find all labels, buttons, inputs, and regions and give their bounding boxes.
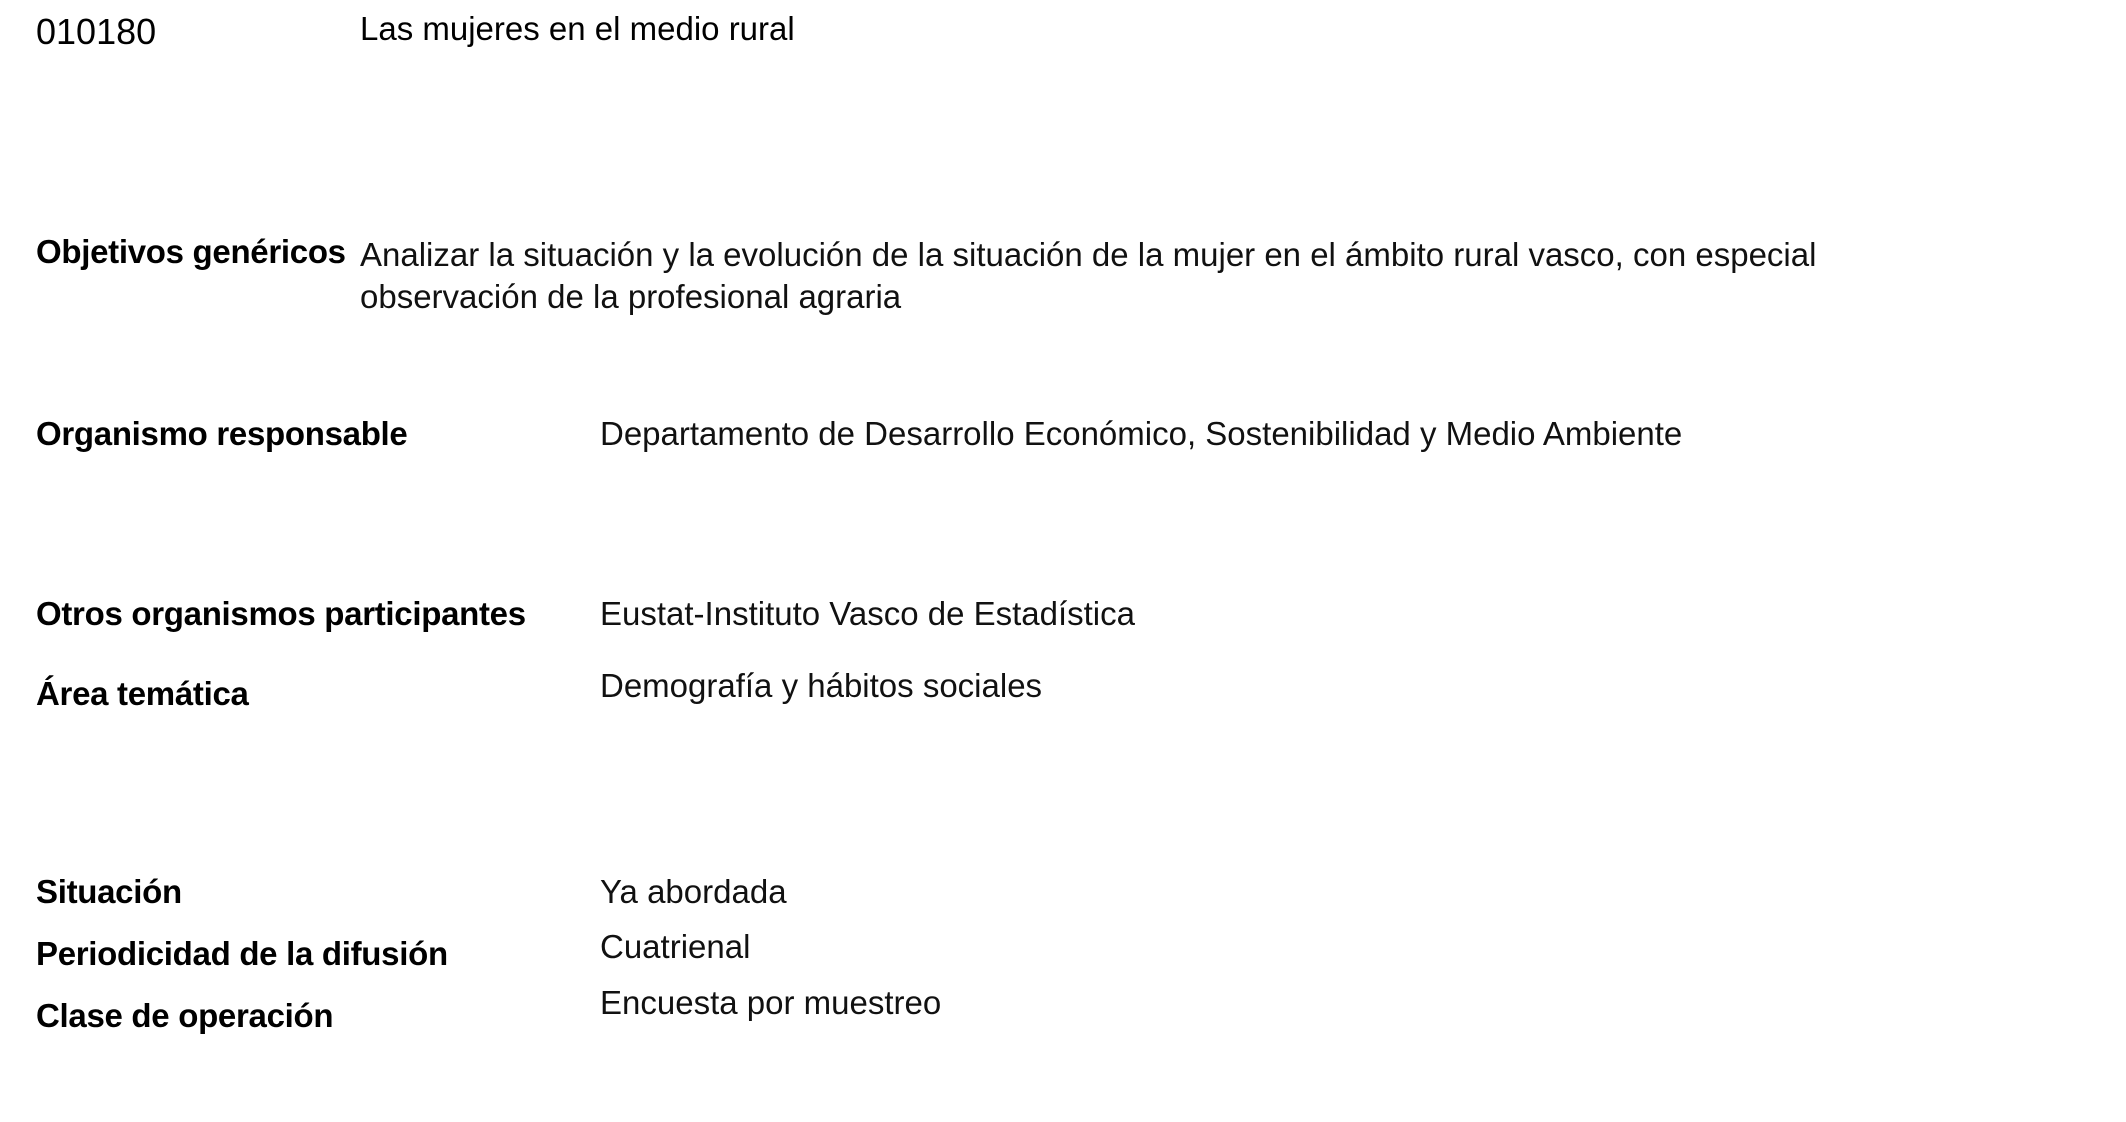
objectives-value: Analizar la situación y la evolución de la situación de la mujer en el ámbito rural vasco, con especial observación de la profesional agraria: [360, 236, 1817, 315]
other-bodies-label: Otros organismos participantes: [36, 595, 526, 632]
operation-type-label: Clase de operación: [36, 997, 334, 1034]
other-bodies-value: Eustat-Instituto Vasco de Estadística: [600, 595, 1135, 632]
operation-title: Las mujeres en el medio rural: [360, 10, 795, 47]
thematic-area-label: Área temática: [36, 675, 249, 712]
responsible-body-value: Departamento de Desarrollo Económico, Sostenibilidad y Medio Ambiente: [600, 415, 1683, 452]
thematic-area-value: Demografía y hábitos sociales: [600, 667, 1043, 704]
operation-type-value: Encuesta por muestreo: [600, 984, 942, 1021]
status-value: Ya abordada: [600, 873, 787, 910]
responsible-body-label: Organismo responsable: [36, 415, 408, 452]
dissemination-frequency-label: Periodicidad de la difusión: [36, 935, 448, 972]
dissemination-frequency-value: Cuatrienal: [600, 928, 751, 965]
status-label: Situación: [36, 873, 182, 910]
objectives-label: Objetivos genéricos: [36, 233, 346, 270]
operation-code: 010180: [36, 11, 157, 52]
